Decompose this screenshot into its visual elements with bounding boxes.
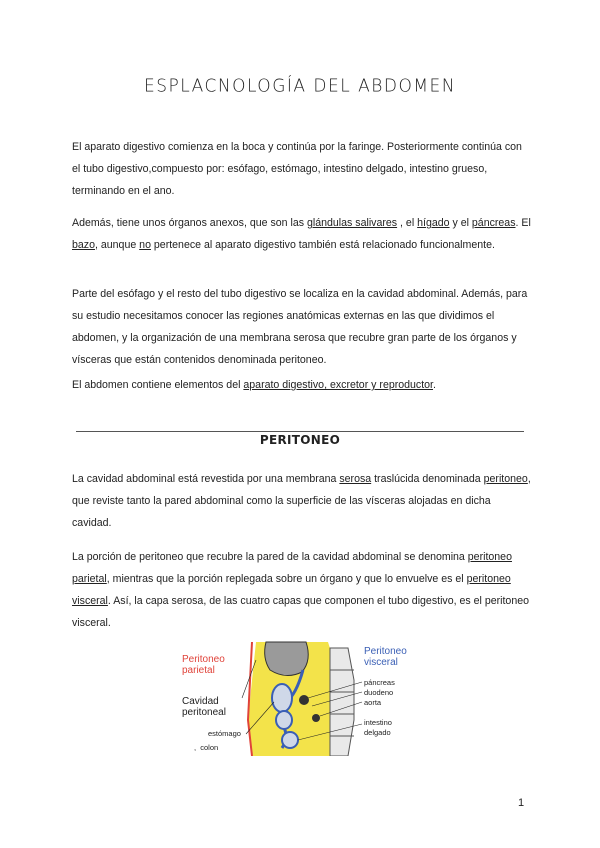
text-run: . El xyxy=(515,217,531,229)
label-colon-text: colon xyxy=(200,743,219,752)
text-run: Además, tiene unos órganos anexos, que son las xyxy=(72,217,307,229)
text-run: La cavidad abdominal está revestida por una membrana xyxy=(72,473,340,485)
page-number: 1 xyxy=(518,797,525,809)
intro-paragraph-2 xyxy=(72,212,532,256)
label-cavidad-2: peritoneal xyxy=(182,707,226,718)
aorta-dot xyxy=(312,714,320,722)
label-duodeno: duodeno xyxy=(364,688,394,697)
label-visceral-2: visceral xyxy=(364,657,398,668)
text-run: y el xyxy=(449,217,472,229)
peritoneum-figure xyxy=(178,640,428,756)
label-intestino-2: delgado xyxy=(364,728,391,737)
text-run: , el xyxy=(397,217,418,229)
underlined-no: no xyxy=(139,239,151,251)
page-title: ESPLACNOLOGÍA DEL ABDOMEN xyxy=(144,75,456,97)
label-aorta: aorta xyxy=(364,698,382,707)
label-estomago: estómago xyxy=(208,729,241,738)
peritoneo-paragraph-1 xyxy=(72,468,532,534)
label-pancreas: páncreas xyxy=(364,678,395,687)
peritoneo-paragraph-2 xyxy=(72,546,532,634)
intestine-shape xyxy=(282,732,298,748)
text-run: . Así, la capa serosa, de las cuatro capas que componen el tubo digestivo, es el peritoneo visceral. xyxy=(72,595,529,629)
link-higado: hígado xyxy=(417,217,450,229)
pancreas-dot xyxy=(299,695,309,705)
intro-paragraph-3: Parte del esófago y el resto del tubo digestivo se localiza en la cavidad abdominal. Además, para su estudio necesitamos conocer las regiones anatómicas externas en las que dividimos el abdomen, y la organización de una membrana serosa que recubre gran parte de los órganos y vísceras que están contenidos denominada peritoneo. xyxy=(72,288,528,366)
text-run: El abdomen contiene elementos del xyxy=(72,379,244,391)
intro-paragraph-4 xyxy=(72,374,532,396)
text-run: , aunque xyxy=(94,239,140,251)
stomach-shape xyxy=(272,684,292,712)
colon-shape xyxy=(276,711,292,729)
link-glandulas-salivares: glándulas salivares xyxy=(306,217,398,229)
section-heading: PERITONEO xyxy=(259,433,341,447)
text-run: pertenece al aparato digestivo también está relacionado funcionalmente. xyxy=(150,239,495,251)
label-parietal-2: parietal xyxy=(182,665,215,676)
intro-paragraph-1: El aparato digestivo comienza en la boca y continúa por la faringe. Posteriormente continúa con el tubo digestivo,compuesto por: esófago, estómago, intestino delgado, intestino grueso, terminando en el ano. xyxy=(72,141,522,197)
text-run: La porción de peritoneo que recubre la pared de la cavidad abdominal se denomina xyxy=(72,551,468,563)
link-bazo: bazo xyxy=(72,239,95,251)
spine-shape xyxy=(330,648,354,756)
label-intestino-1: intestino xyxy=(364,718,392,727)
text-run: traslúcida denominada xyxy=(371,473,484,485)
text-run: . xyxy=(433,379,436,391)
label-colon: , colon xyxy=(194,743,219,752)
underlined-peritoneo-parietal: peritoneo parietal xyxy=(72,551,512,585)
label-parietal-1: Peritoneo xyxy=(182,654,225,665)
underlined-aparatos: aparato digestivo, excretor y reproductor xyxy=(243,379,434,391)
text-run: , mientras que la porción replegada sobre un órgano y que lo envuelve es el xyxy=(106,573,467,585)
label-cavidad-1: Cavidad xyxy=(182,696,219,707)
underlined-peritoneo: peritoneo xyxy=(483,473,528,485)
underlined-peritoneo-visceral: peritoneo visceral xyxy=(72,573,511,607)
label-visceral-1: Peritoneo xyxy=(364,646,407,657)
section-divider xyxy=(76,431,524,432)
link-pancreas: páncreas xyxy=(471,217,516,229)
underlined-serosa: serosa xyxy=(339,473,372,485)
text-run: , que reviste tanto la pared abdominal como la superficie de las vísceras alojadas en dicha cavidad. xyxy=(72,473,531,529)
